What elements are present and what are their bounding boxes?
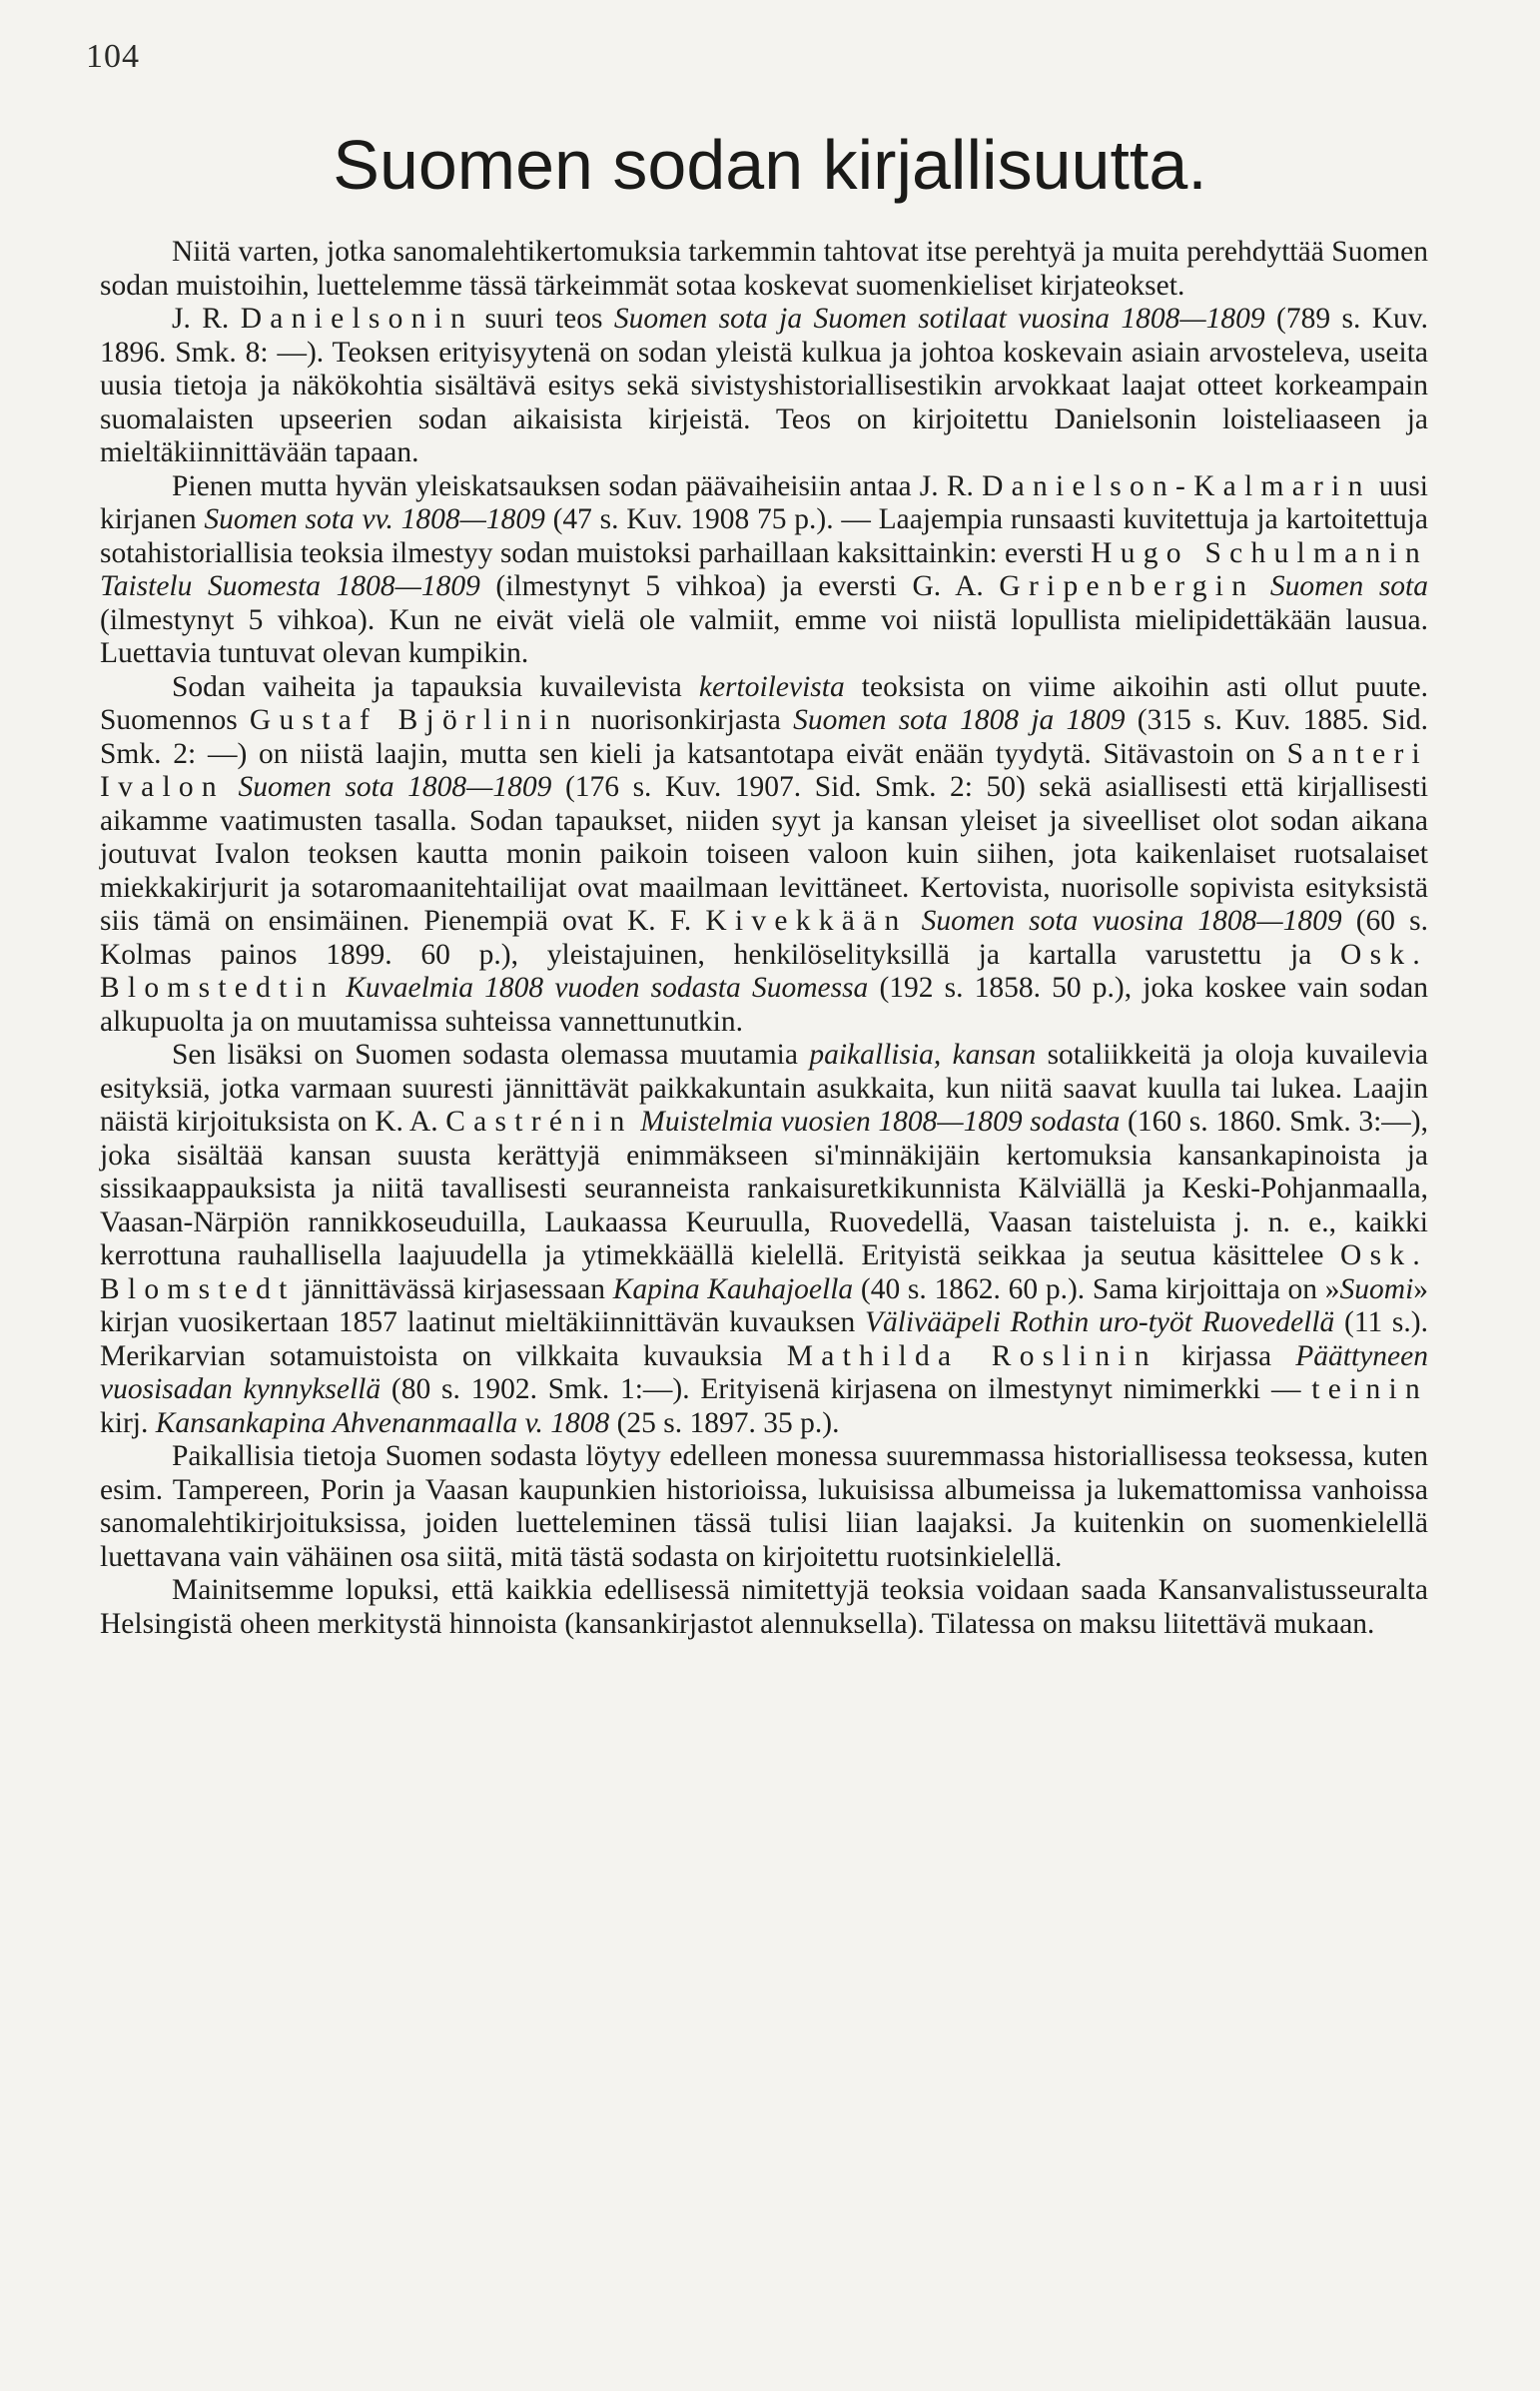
spaced-name: Santeri Ivalon <box>100 737 1428 803</box>
italic-title: Kapina Kauhajoella <box>612 1272 854 1305</box>
text-run <box>225 771 239 803</box>
text-run <box>907 905 921 937</box>
text-run: (ilmestynyt 5 vihkoa) ja eversti G. A. <box>479 570 1000 602</box>
spaced-name: Gripenbergin <box>999 570 1255 602</box>
spaced-name: Danielsonin <box>240 303 474 335</box>
text-run: (25 s. 1897. 35 p.). <box>609 1406 840 1439</box>
spaced-name: Gustaf Björlinin <box>249 704 579 736</box>
text-run: teoksista on viime aikoihin asti ollut puute. Suomennos <box>100 670 1428 736</box>
paragraph <box>100 1440 1428 1574</box>
italic-title: Taistelu Suomesta 1808—1809 <box>100 570 480 602</box>
spaced-name: Danielson-Kalmarin <box>982 469 1371 502</box>
page-title: Suomen sodan kirjallisuutta. <box>333 126 1207 204</box>
text-run: (80 s. 1902. Smk. 1:—). Erityisenä kirjasena on ilmestynyt nimimerkki — <box>381 1373 1312 1405</box>
paragraph <box>100 470 1428 671</box>
italic-title: Välivääpeli Rothin uro-työt Ruovedellä <box>864 1306 1335 1338</box>
spaced-name: Hugo Schulmanin <box>1091 536 1428 569</box>
italic-title: Muistelmia vuosien 1808—1809 sodasta <box>640 1106 1121 1138</box>
text-run: (315 s. Kuv. 1885. Sid. Smk. 2: —) on niistä laajin, mutta sen kieli ja katsantotapa eivät enään tyydytä. Sitävastoin on <box>100 704 1428 770</box>
text-run: suuri teos <box>473 303 614 335</box>
italic-title: Suomi <box>1339 1272 1414 1305</box>
paragraph <box>100 236 1428 303</box>
spaced-name: Osk. Blomstedtin <box>100 938 1428 1004</box>
text-run: kirj. <box>100 1406 156 1439</box>
article-body <box>100 236 1428 1641</box>
spaced-name: Osk. Blomstedt <box>100 1239 1428 1305</box>
spaced-name: Mathilda Roslinin <box>786 1339 1157 1372</box>
italic-title: kertoilevista <box>698 670 845 703</box>
text-run: (40 s. 1862. 60 p.). Sama kirjoittaja on » <box>853 1272 1340 1305</box>
text-run: nuorisonkirjasta <box>578 704 794 736</box>
text-run: (47 s. Kuv. 1908 75 p.). — Laajempia runsaasti kuvitettuja ja kartoitettuja sotahistoriallisia teoksia ilmestyy sodan muistoksi parhaillaan kaksittainkin: eversti <box>100 503 1428 569</box>
italic-title: Suomen sota ja Suomen sotilaat vuosina 1808—1809 <box>613 303 1265 335</box>
text-run: J. R. <box>172 303 241 335</box>
text-run: sotaliikkeitä ja oloja kuvailevia esityksiä, jotka varmaan suuresti jännittävät paikkakuntain asukkaita, kun niitä saavat kuulla tai lukea. Laajin näistä kirjoituksista on K. A. <box>100 1039 1428 1138</box>
italic-title: Päättyneen vuosisadan kynnyksellä <box>100 1339 1428 1405</box>
text-run: Sen lisäksi on Suomen sodasta olemassa muutamia <box>172 1039 810 1071</box>
text-run: Paikallisia tietoja Suomen sodasta löytyy edelleen monessa suuremmassa historiallisessa teoksessa, kuten esim. Tampereen, Porin ja Vaasan kaupunkien historioissa, lukuisissa albumeissa ja lukemattomissa vanhoissa sanomalehtikirjoituksissa, joiden luetteleminen tässä tulisi liian laajaksi. Ja kuitenkin on suomenkielellä luettavana vain vähäinen osa siitä, mitä tästä sodasta on kirjoitettu ruotsinkielellä. <box>100 1440 1428 1573</box>
text-run <box>335 972 346 1004</box>
text-run: Pienen mutta hyvän yleiskatsauksen sodan päävaiheisiin antaa J. R. <box>172 469 983 502</box>
italic-title: Suomen sota 1808 ja 1809 <box>793 704 1126 736</box>
italic-title: Suomen sota vv. 1808—1809 <box>204 503 545 535</box>
italic-title: Suomen sota vuosina 1808—1809 <box>921 905 1342 937</box>
text-run: Mainitsemme lopuksi, että kaikkia edellisessä nimitettyjä teoksia voidaan saada Kansanvalistusseuralta Helsingistä oheen merkitystä hinnoista (kansankirjastot alennuksella). Tilatessa on maksu liitettävä mukaan. <box>100 1574 1428 1640</box>
paragraph <box>100 303 1428 470</box>
text-run: Sodan vaiheita ja tapauksia kuvailevista <box>172 670 699 703</box>
text-run: (160 s. 1860. Smk. 3:—), joka sisältää kansan suusta kerättyjä enimmäkseen si'minnäkijäin kertomuksia kansankapinoista ja sissikaappauksista ja niitä tavallisesti seuranneista rankaisuretkikunnista Kälviällä ja Keski-Pohjanmaalla, Vaasan-Närpiön rannikkoseuduilla, Laukaassa Keuruulla, Ruovedellä, Vaasan taisteluista j. n. e., kaikki kerrottuna rauhallisella laajuudella ja ytimekkäällä kielellä. Erityistä seikkaa ja seutua käsittelee <box>100 1106 1428 1271</box>
text-run: uusi kirjanen <box>100 469 1428 535</box>
text-run: (192 s. 1858. 50 p.), joka koskee vain sodan alkupuolta ja on muutamissa suhteissa vannettunutkin. <box>100 972 1429 1038</box>
text-run: (789 s. Kuv. 1896. Smk. 8: —). Teoksen erityisyytenä on sodan yleistä kulkua ja johtoa koskevain asiain arvosteleva, useita uusia tietoja ja näkökohtia sisältävä esitys sekä sivistyshistoriallisestikin arvokkaat laajat otteet korkeampain suomalaisten upseerien sodan aikaisista kirjeistä. Teos on kirjoitettu Danielsonin loisteliaaseen ja mieltäkiinnittävään tapaan. <box>100 303 1428 468</box>
text-run <box>1254 570 1270 602</box>
text-run: (176 s. Kuv. 1907. Sid. Smk. 2: 50) sekä asiallisesti että kirjallisesti aikamme vaatimusten tasalla. Sodan tapaukset, niiden syyt ja kansan yleiset ja siveelliset olot sodan aikana joutuvat Ivalon teoksen kautta monin paikoin toiseen valoon kuin siihen, jota kaikenlaiset ruotsalaiset miekkakirjurit ja sotaromaanitehtailijat ovat maailmaan levittäneet. Kertovista, nuorisolle sopivista esityksistä siis tämä on ensimäinen. Pienempiä ovat K. F. <box>100 771 1429 937</box>
text-run: Niitä varten, jotka sanomalehtikertomuksia tarkemmin tahtovat itse perehtyä ja muita perehdyttää Suomen sodan muistoihin, luettelemme tässä tärkeimmät sotaa koskevat suomenkieliset kirjateokset. <box>100 236 1428 302</box>
paragraph <box>100 1039 1428 1440</box>
paragraph <box>100 1574 1428 1641</box>
paragraph <box>100 671 1428 1040</box>
text-run: (11 s.). Merikarvian sotamuistoista on vilkkaita kuvauksia <box>100 1306 1428 1372</box>
text-run: » kirjan vuosikertaan 1857 laatinut mieltäkiinnittävän kuvauksen <box>100 1272 1429 1338</box>
spaced-name: Kivekkään <box>705 905 908 937</box>
text-run: jännittävässä kirjasessaan <box>295 1272 613 1305</box>
page-number: 104 <box>86 38 140 75</box>
italic-title: Kansankapina Ahvenanmaalla v. 1808 <box>155 1406 610 1439</box>
text-run: kirjassa <box>1156 1339 1296 1372</box>
spaced-name: teinin <box>1311 1373 1428 1405</box>
spaced-name: Castrénin <box>445 1106 633 1138</box>
italic-title: Suomen sota 1808—1809 <box>238 771 552 803</box>
text-run: (ilmestynyt 5 vihkoa). Kun ne eivät vielä ole valmiit, emme voi niistä lopullista mielipidettäkään lausua. Luettavia tuntuvat olevan kumpikin. <box>100 603 1428 669</box>
italic-title: paikallisia, kansan <box>809 1039 1037 1071</box>
text-run: (60 s. Kolmas painos 1899. 60 p.), yleistajuinen, henkilöselityksillä ja kartalla varustettu ja <box>100 905 1429 971</box>
italic-title: Suomen sota <box>1269 570 1428 602</box>
italic-title: Kuvaelmia 1808 vuoden sodasta Suomessa <box>346 972 869 1004</box>
